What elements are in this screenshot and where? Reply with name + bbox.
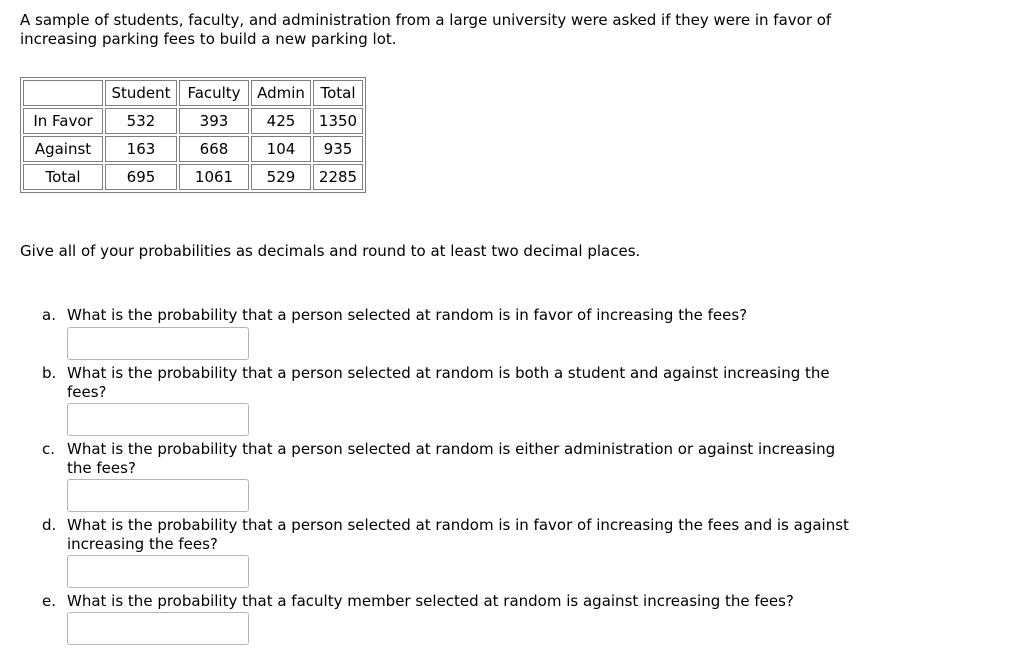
question-letter: e. <box>42 592 56 610</box>
table-row <box>23 136 363 162</box>
table-cell: 1061 <box>179 164 249 190</box>
table-cell: 695 <box>105 164 177 190</box>
column-header-faculty: Faculty <box>179 80 249 106</box>
question-d <box>42 516 862 554</box>
table-cell: 425 <box>251 108 311 134</box>
question-text: What is the probability that a person selected at random is both a student and against increasing the fees? <box>67 364 830 401</box>
table-cell: 163 <box>105 136 177 162</box>
table-cell: 2285 <box>313 164 363 190</box>
answer-input-b[interactable] <box>67 403 249 436</box>
table-corner-cell <box>23 80 103 106</box>
question-text: What is the probability that a person selected at random is in favor of increasing the fees and is against increasing the fees? <box>67 516 849 553</box>
table-row <box>23 108 363 134</box>
row-header-total: Total <box>23 164 103 190</box>
question-b <box>42 364 862 402</box>
column-header-total: Total <box>313 80 363 106</box>
contingency-table <box>20 77 366 193</box>
table-cell: 529 <box>251 164 311 190</box>
question-letter: a. <box>42 306 56 324</box>
instructions: Give all of your probabilities as decimals and round to at least two decimal places. <box>20 242 641 260</box>
question-letter: c. <box>42 440 56 458</box>
table-cell: 1350 <box>313 108 363 134</box>
column-header-admin: Admin <box>251 80 311 106</box>
table-header-row <box>23 80 363 106</box>
question-letter: b. <box>42 364 57 382</box>
row-header-in-favor: In Favor <box>23 108 103 134</box>
question-c <box>42 440 862 478</box>
question-text: What is the probability that a person selected at random is in favor of increasing the fees? <box>67 306 748 324</box>
table-cell: 668 <box>179 136 249 162</box>
question-a <box>42 306 862 325</box>
question-text: What is the probability that a person selected at random is either administration or against increasing the fees? <box>67 440 836 477</box>
question-letter: d. <box>42 516 57 534</box>
table-cell: 393 <box>179 108 249 134</box>
question-e <box>42 592 862 611</box>
answer-input-e[interactable] <box>67 612 249 645</box>
table-cell: 532 <box>105 108 177 134</box>
row-header-against: Against <box>23 136 103 162</box>
question-text: What is the probability that a faculty member selected at random is against increasing the fees? <box>67 592 794 610</box>
answer-input-d[interactable] <box>67 555 249 588</box>
answer-input-c[interactable] <box>67 479 249 512</box>
answer-input-a[interactable] <box>67 327 249 360</box>
table-row <box>23 164 363 190</box>
contingency-table-wrapper <box>20 77 366 193</box>
column-header-student: Student <box>105 80 177 106</box>
table-cell: 104 <box>251 136 311 162</box>
problem-intro: A sample of students, faculty, and administration from a large university were asked if they were in favor of increasing parking fees to build a new parking lot. <box>20 11 832 48</box>
table-cell: 935 <box>313 136 363 162</box>
